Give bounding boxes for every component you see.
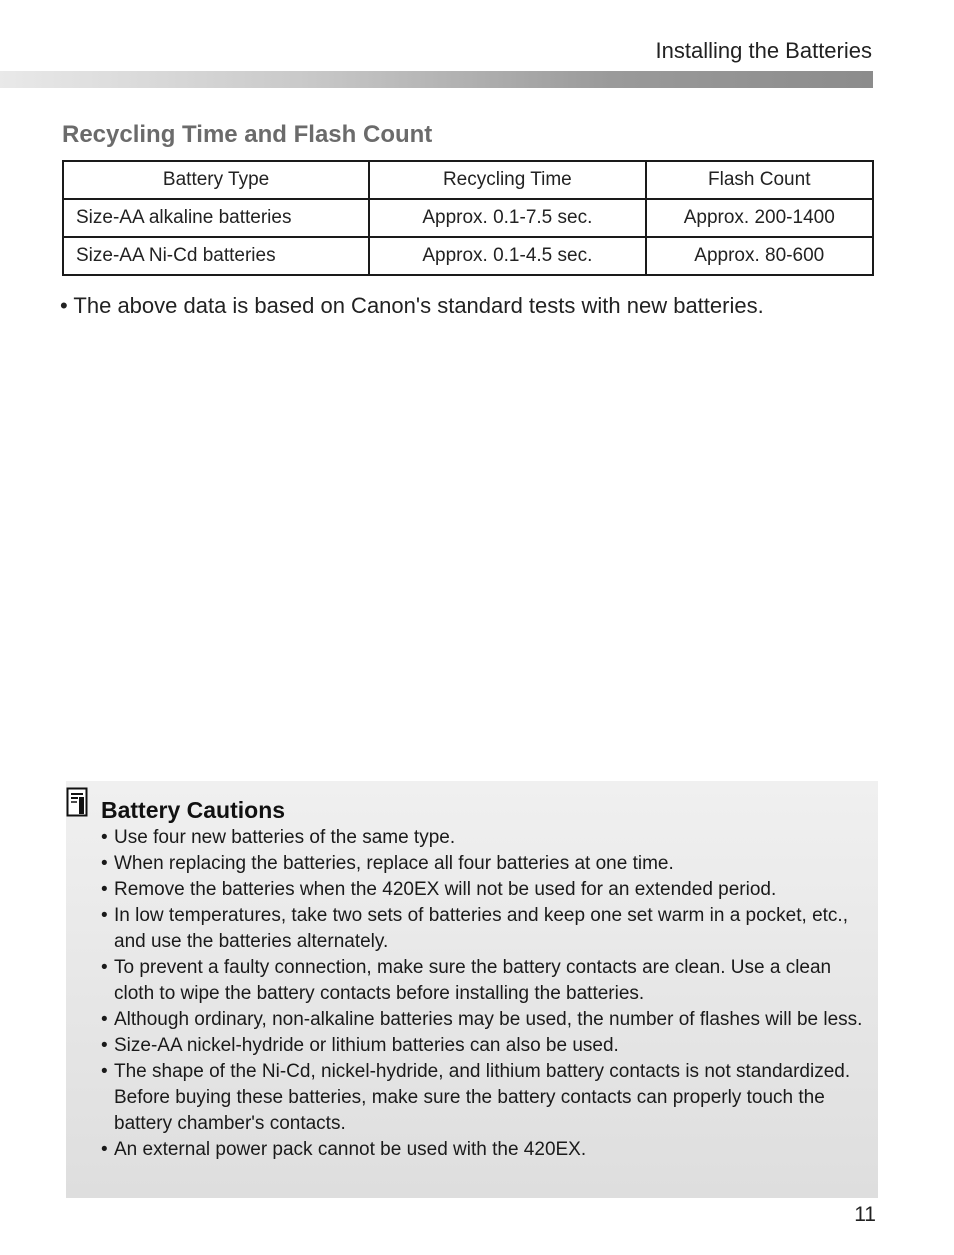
running-header: Installing the Batteries — [655, 38, 872, 63]
list-item: • Use four new batteries of the same type. — [101, 825, 876, 851]
memo-icon — [66, 787, 88, 817]
table-cell: Approx. 0.1-7.5 sec. — [369, 199, 645, 237]
table-header-cell: Recycling Time — [369, 161, 645, 199]
section-title: Recycling Time and Flash Count — [62, 121, 433, 148]
table-header-cell: Flash Count — [646, 161, 873, 199]
spec-table — [62, 160, 874, 276]
page-number: 11 — [854, 1203, 876, 1226]
list-item: • The shape of the Ni-Cd, nickel-hydride, and lithium battery contacts is not standardized. Before buying these batteries, make sure the battery contacts can properly touch the battery chamber's contacts. — [101, 1059, 876, 1137]
table-header-cell: Battery Type — [63, 161, 369, 199]
caution-list — [101, 825, 876, 1163]
table-cell: Size-AA Ni-Cd batteries — [63, 237, 369, 275]
list-item: • In low temperatures, take two sets of batteries and keep one set warm in a pocket, etc., and use the batteries alternately. — [101, 903, 876, 955]
table-row — [63, 199, 873, 237]
table-header-row — [63, 161, 873, 199]
list-item: • When replacing the batteries, replace all four batteries at one time. — [101, 851, 876, 877]
data-note: • The above data is based on Canon's standard tests with new batteries. — [60, 293, 764, 318]
list-item: • To prevent a faulty connection, make sure the battery contacts are clean. Use a clean cloth to wipe the battery contacts before installing the batteries. — [101, 955, 876, 1007]
table-cell: Size-AA alkaline batteries — [63, 199, 369, 237]
table-cell: Approx. 80-600 — [646, 237, 873, 275]
list-item: • Remove the batteries when the 420EX will not be used for an extended period. — [101, 877, 876, 903]
table-cell: Approx. 0.1-4.5 sec. — [369, 237, 645, 275]
table-row — [63, 237, 873, 275]
list-item: • Size-AA nickel-hydride or lithium batteries can also be used. — [101, 1033, 876, 1059]
list-item: • Although ordinary, non-alkaline batteries may be used, the number of flashes will be less. — [101, 1007, 876, 1033]
caution-title: Battery Cautions — [101, 797, 286, 823]
table-cell: Approx. 200-1400 — [646, 199, 873, 237]
header-rule — [0, 71, 873, 88]
list-item: • An external power pack cannot be used with the 420EX. — [101, 1137, 876, 1163]
